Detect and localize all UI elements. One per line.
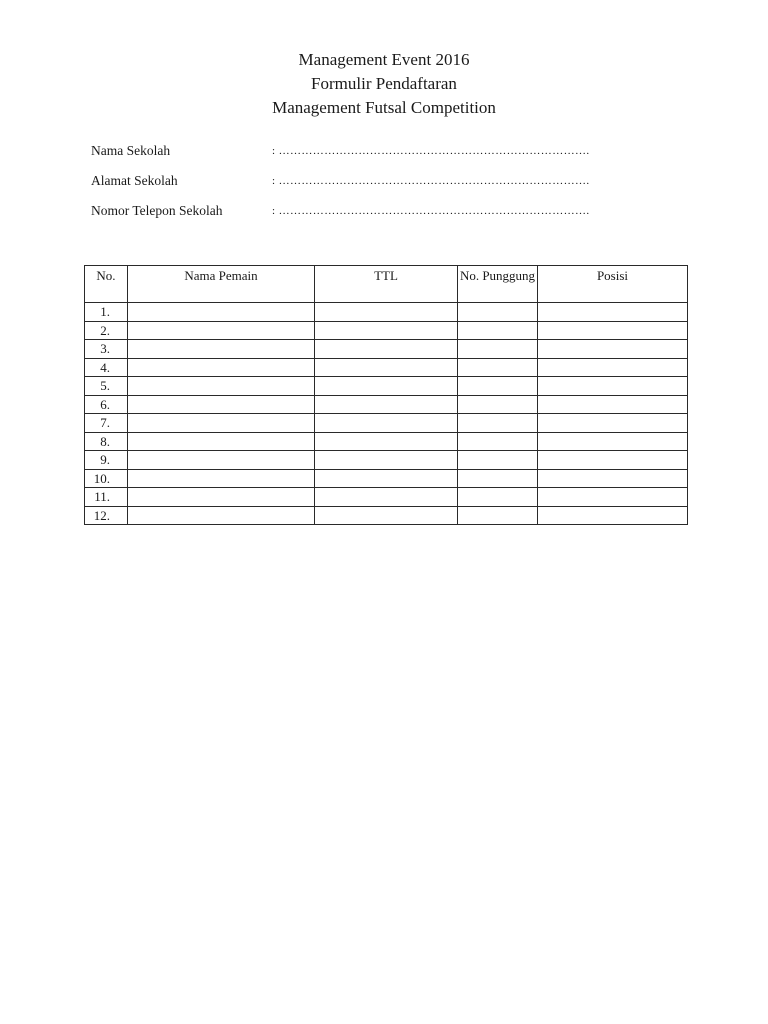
cell-nama-pemain[interactable]	[128, 340, 315, 359]
column-header-no-punggung: No. Punggung	[458, 266, 538, 303]
cell-nama-pemain[interactable]	[128, 469, 315, 488]
row-number: 6.	[85, 395, 128, 414]
cell-nama-pemain[interactable]	[128, 432, 315, 451]
cell-nama-pemain[interactable]	[128, 358, 315, 377]
cell-nama-pemain[interactable]	[128, 451, 315, 470]
table-row	[85, 321, 688, 340]
cell-ttl[interactable]	[315, 303, 458, 322]
cell-ttl[interactable]	[315, 506, 458, 525]
cell-posisi[interactable]	[538, 432, 688, 451]
cell-posisi[interactable]	[538, 340, 688, 359]
cell-no-punggung[interactable]	[458, 340, 538, 359]
cell-ttl[interactable]	[315, 432, 458, 451]
cell-no-punggung[interactable]	[458, 469, 538, 488]
field-label-telepon-sekolah: Nomor Telepon Sekolah	[91, 203, 223, 218]
cell-no-punggung[interactable]	[458, 432, 538, 451]
field-row-telepon-sekolah	[91, 201, 691, 231]
cell-no-punggung[interactable]	[458, 506, 538, 525]
document-title	[0, 48, 768, 120]
cell-nama-pemain[interactable]	[128, 321, 315, 340]
cell-ttl[interactable]	[315, 377, 458, 396]
cell-posisi[interactable]	[538, 506, 688, 525]
school-info-section	[91, 141, 691, 231]
field-value-alamat-sekolah[interactable]: : ……………………………………………………………………….	[272, 175, 590, 187]
column-header-posisi: Posisi	[538, 266, 688, 303]
cell-posisi[interactable]	[538, 358, 688, 377]
table-row	[85, 432, 688, 451]
row-number: 11.	[85, 488, 128, 507]
table-row	[85, 340, 688, 359]
cell-no-punggung[interactable]	[458, 358, 538, 377]
title-form: Formulir Pendaftaran	[311, 74, 457, 93]
row-number: 12.	[85, 506, 128, 525]
column-header-ttl: TTL	[315, 266, 458, 303]
row-number: 2.	[85, 321, 128, 340]
table-row	[85, 469, 688, 488]
table-row	[85, 395, 688, 414]
cell-ttl[interactable]	[315, 451, 458, 470]
cell-nama-pemain[interactable]	[128, 488, 315, 507]
cell-posisi[interactable]	[538, 451, 688, 470]
field-label-nama-sekolah: Nama Sekolah	[91, 143, 171, 158]
field-value-nama-sekolah[interactable]: : ……………………………………………………………………….	[272, 145, 590, 157]
title-event: Management Event 2016	[298, 50, 470, 69]
cell-nama-pemain[interactable]	[128, 303, 315, 322]
cell-ttl[interactable]	[315, 358, 458, 377]
table-row	[85, 414, 688, 433]
field-row-alamat-sekolah	[91, 171, 691, 201]
cell-ttl[interactable]	[315, 469, 458, 488]
cell-ttl[interactable]	[315, 488, 458, 507]
field-value-telepon-sekolah[interactable]: : ……………………………………………………………………….	[272, 205, 590, 217]
cell-posisi[interactable]	[538, 321, 688, 340]
cell-posisi[interactable]	[538, 395, 688, 414]
cell-posisi[interactable]	[538, 303, 688, 322]
row-number: 5.	[85, 377, 128, 396]
cell-nama-pemain[interactable]	[128, 414, 315, 433]
cell-nama-pemain[interactable]	[128, 395, 315, 414]
row-number: 7.	[85, 414, 128, 433]
cell-no-punggung[interactable]	[458, 303, 538, 322]
cell-ttl[interactable]	[315, 414, 458, 433]
row-number: 4.	[85, 358, 128, 377]
row-number: 10.	[85, 469, 128, 488]
cell-nama-pemain[interactable]	[128, 377, 315, 396]
table-row	[85, 358, 688, 377]
field-row-nama-sekolah	[91, 141, 691, 171]
table-row	[85, 377, 688, 396]
cell-posisi[interactable]	[538, 414, 688, 433]
row-number: 9.	[85, 451, 128, 470]
cell-no-punggung[interactable]	[458, 321, 538, 340]
cell-no-punggung[interactable]	[458, 451, 538, 470]
table-row	[85, 451, 688, 470]
cell-no-punggung[interactable]	[458, 414, 538, 433]
table-row	[85, 506, 688, 525]
row-number: 8.	[85, 432, 128, 451]
cell-posisi[interactable]	[538, 488, 688, 507]
cell-no-punggung[interactable]	[458, 488, 538, 507]
column-header-nama-pemain: Nama Pemain	[128, 266, 315, 303]
cell-posisi[interactable]	[538, 469, 688, 488]
table-header-row	[85, 266, 688, 303]
table-row	[85, 488, 688, 507]
column-header-no: No.	[85, 266, 128, 303]
cell-posisi[interactable]	[538, 377, 688, 396]
cell-ttl[interactable]	[315, 321, 458, 340]
field-label-alamat-sekolah: Alamat Sekolah	[91, 173, 178, 188]
cell-ttl[interactable]	[315, 340, 458, 359]
row-number: 3.	[85, 340, 128, 359]
cell-nama-pemain[interactable]	[128, 506, 315, 525]
cell-no-punggung[interactable]	[458, 395, 538, 414]
cell-no-punggung[interactable]	[458, 377, 538, 396]
table-row	[85, 303, 688, 322]
title-competition: Management Futsal Competition	[272, 98, 496, 117]
player-roster-table	[84, 265, 688, 525]
cell-ttl[interactable]	[315, 395, 458, 414]
row-number: 1.	[85, 303, 128, 322]
